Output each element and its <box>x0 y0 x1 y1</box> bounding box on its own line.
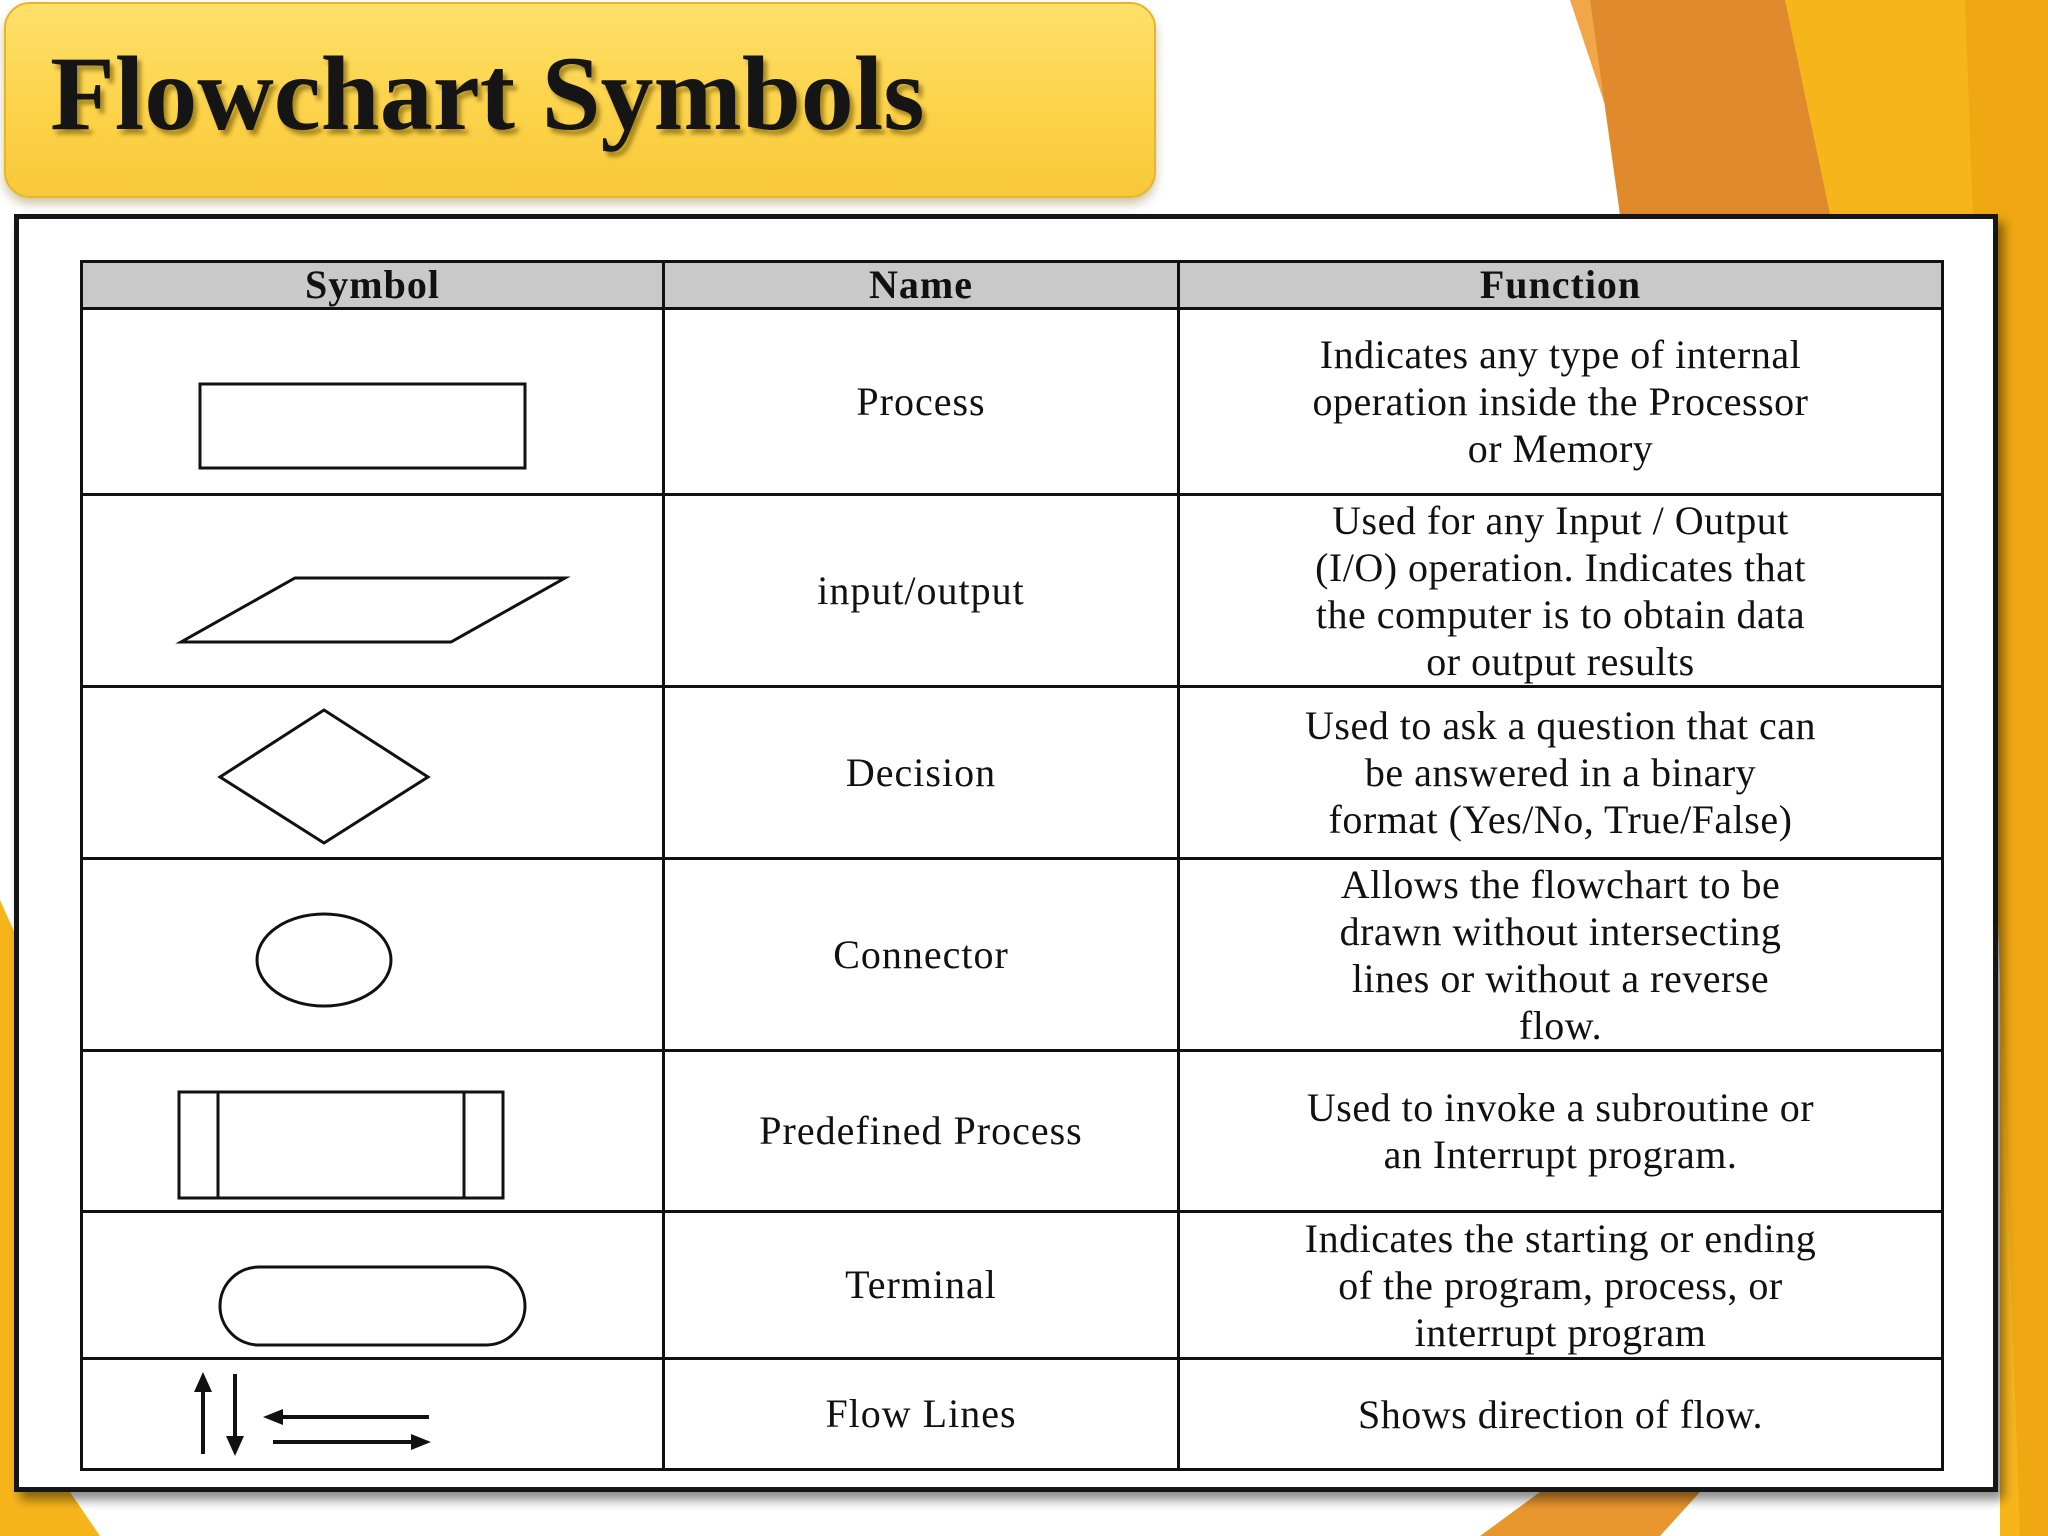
function-line: drawn without intersecting <box>1339 908 1782 954</box>
function-line: Used for any Input / Output <box>1332 497 1789 543</box>
symbol-cell <box>82 309 664 495</box>
function-line: format (Yes/No, True/False) <box>1328 797 1793 842</box>
function-line: interrupt program <box>1414 1309 1707 1355</box>
function-line: the computer is to obtain data <box>1315 591 1806 637</box>
table-row <box>82 687 1943 859</box>
symbol-cell <box>82 687 664 859</box>
function-line: or Memory <box>1467 426 1654 471</box>
name-cell: Connector <box>664 859 1179 1051</box>
name-cell: Flow Lines <box>664 1359 1179 1470</box>
table-row <box>82 309 1943 495</box>
name-cell: Decision <box>664 687 1179 859</box>
function-cell <box>1179 495 1943 687</box>
function-cell <box>1179 859 1943 1051</box>
flow-lines-arrows-icon <box>83 1360 665 1468</box>
flowchart-symbols-table <box>80 260 1944 1471</box>
function-line: of the program, process, or <box>1338 1262 1783 1308</box>
symbol-cell <box>82 1051 664 1212</box>
symbol-cell <box>82 1359 664 1470</box>
decision-diamond-icon <box>83 688 665 857</box>
function-line: an Interrupt program. <box>1383 1132 1738 1177</box>
table-row <box>82 1359 1943 1470</box>
function-line: operation inside the Processor <box>1312 379 1809 424</box>
symbol-cell <box>82 1212 664 1359</box>
function-line: be answered in a binary <box>1364 750 1757 795</box>
function-line: Used to ask a question that can <box>1305 703 1816 748</box>
input-output-parallelogram-icon <box>83 496 665 685</box>
function-cell <box>1179 1212 1943 1359</box>
name-cell: Predefined Process <box>664 1051 1179 1212</box>
table-frame <box>14 214 1998 1492</box>
function-line: lines or without a reverse <box>1351 955 1770 1001</box>
table-row <box>82 1212 1943 1359</box>
function-line: Indicates the starting or ending <box>1304 1215 1817 1261</box>
table-row <box>82 1051 1943 1212</box>
bg-shape-orange-bottom-right <box>1480 1492 1700 1536</box>
header-function: Function <box>1179 262 1943 309</box>
table-row <box>82 859 1943 1051</box>
slide-title: Flowchart Symbols <box>50 35 925 152</box>
header-symbol: Symbol <box>82 262 664 309</box>
connector-circle-icon <box>83 860 665 1049</box>
function-cell <box>1179 687 1943 859</box>
terminal-rounded-rect-icon <box>83 1213 665 1357</box>
table-header-row <box>82 262 1943 309</box>
predefined-process-icon <box>83 1052 665 1210</box>
function-line: Used to invoke a subroutine or <box>1306 1085 1815 1130</box>
function-cell <box>1179 1051 1943 1212</box>
symbol-cell <box>82 859 664 1051</box>
function-cell <box>1179 309 1943 495</box>
header-name: Name <box>664 262 1179 309</box>
function-line: Shows direction of flow. <box>1358 1391 1763 1437</box>
name-cell: Process <box>664 309 1179 495</box>
process-rectangle-icon <box>83 310 665 493</box>
table-row <box>82 495 1943 687</box>
function-cell <box>1179 1359 1943 1470</box>
function-line: or output results <box>1426 638 1695 684</box>
name-cell: Terminal <box>664 1212 1179 1359</box>
function-line: Allows the flowchart to be <box>1340 861 1781 907</box>
symbol-cell <box>82 495 664 687</box>
function-line: flow. <box>1518 1002 1603 1048</box>
name-cell: input/output <box>664 495 1179 687</box>
function-line: Indicates any type of internal <box>1319 332 1802 377</box>
title-banner <box>4 2 1156 198</box>
function-line: (I/O) operation. Indicates that <box>1315 544 1806 590</box>
